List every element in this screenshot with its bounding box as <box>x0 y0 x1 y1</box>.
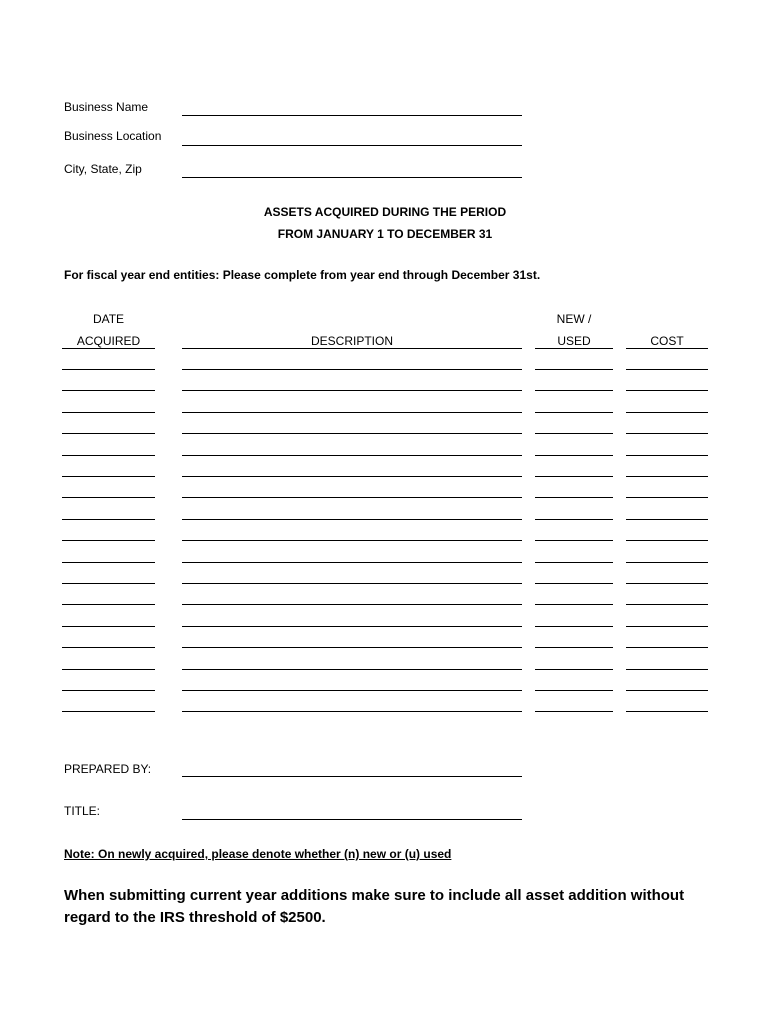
new-used-field[interactable] <box>535 476 613 477</box>
business-location-label: Business Location <box>64 129 162 143</box>
title-field[interactable] <box>182 819 522 820</box>
new-used-field[interactable] <box>535 390 613 391</box>
new-used-field[interactable] <box>535 519 613 520</box>
new-used-field[interactable] <box>535 562 613 563</box>
col-date-header-line1: DATE <box>92 312 125 326</box>
date-acquired-field[interactable] <box>62 690 155 691</box>
date-acquired-field[interactable] <box>62 626 155 627</box>
new-used-field[interactable] <box>535 711 613 712</box>
cost-field[interactable] <box>626 583 708 584</box>
business-location-field[interactable] <box>182 145 522 146</box>
cost-field[interactable] <box>626 669 708 670</box>
date-acquired-field[interactable] <box>62 583 155 584</box>
date-acquired-field[interactable] <box>62 433 155 434</box>
cost-field[interactable] <box>626 711 708 712</box>
description-field[interactable] <box>182 412 522 413</box>
irs-threshold-notice: When submitting current year additions make sure to include all asset addition without regard to the IRS threshold of $2500. <box>64 887 685 926</box>
description-field[interactable] <box>182 562 522 563</box>
cost-field[interactable] <box>626 626 708 627</box>
description-field[interactable] <box>182 369 522 370</box>
cost-field[interactable] <box>626 412 708 413</box>
new-used-field[interactable] <box>535 369 613 370</box>
description-field[interactable] <box>182 711 522 712</box>
cost-field[interactable] <box>626 390 708 391</box>
prepared-by-field[interactable] <box>182 776 522 777</box>
date-acquired-field[interactable] <box>62 369 155 370</box>
new-used-field[interactable] <box>535 583 613 584</box>
col-description-header: DESCRIPTION <box>310 334 393 348</box>
description-field[interactable] <box>182 647 522 648</box>
description-field[interactable] <box>182 455 522 456</box>
new-used-field[interactable] <box>535 669 613 670</box>
cost-field[interactable] <box>626 433 708 434</box>
cost-field[interactable] <box>626 369 708 370</box>
cost-field[interactable] <box>626 497 708 498</box>
description-field[interactable] <box>182 669 522 670</box>
col-description-header-underline <box>182 348 522 349</box>
description-field[interactable] <box>182 690 522 691</box>
business-name-field[interactable] <box>182 115 522 116</box>
date-acquired-field[interactable] <box>62 562 155 563</box>
description-field[interactable] <box>182 604 522 605</box>
col-date-header-underline <box>62 348 155 349</box>
new-used-field[interactable] <box>535 604 613 605</box>
col-cost-header-underline <box>626 348 708 349</box>
new-used-field[interactable] <box>535 455 613 456</box>
cost-field[interactable] <box>626 604 708 605</box>
new-used-field[interactable] <box>535 433 613 434</box>
col-cost-header: COST <box>650 334 684 348</box>
col-newused-header-line2: USED <box>557 334 591 348</box>
date-acquired-field[interactable] <box>62 647 155 648</box>
cost-field[interactable] <box>626 476 708 477</box>
col-date-header-line2: ACQUIRED <box>76 334 141 348</box>
description-field[interactable] <box>182 583 522 584</box>
new-used-field[interactable] <box>535 626 613 627</box>
form-title-line1: ASSETS ACQUIRED DURING THE PERIOD <box>263 205 507 219</box>
description-field[interactable] <box>182 433 522 434</box>
date-acquired-field[interactable] <box>62 540 155 541</box>
description-field[interactable] <box>182 519 522 520</box>
new-used-field[interactable] <box>535 497 613 498</box>
date-acquired-field[interactable] <box>62 497 155 498</box>
date-acquired-field[interactable] <box>62 669 155 670</box>
cost-field[interactable] <box>626 455 708 456</box>
col-newused-header-line1: NEW / <box>556 312 592 326</box>
new-used-field[interactable] <box>535 690 613 691</box>
date-acquired-field[interactable] <box>62 604 155 605</box>
fiscal-year-note: For fiscal year end entities: Please complete from year end through December 31st. <box>64 268 541 282</box>
cost-field[interactable] <box>626 647 708 648</box>
new-used-field[interactable] <box>535 647 613 648</box>
description-field[interactable] <box>182 540 522 541</box>
title-label: TITLE: <box>64 804 101 818</box>
city-state-zip-field[interactable] <box>182 177 522 178</box>
cost-field[interactable] <box>626 690 708 691</box>
date-acquired-field[interactable] <box>62 711 155 712</box>
new-used-field[interactable] <box>535 540 613 541</box>
cost-field[interactable] <box>626 540 708 541</box>
date-acquired-field[interactable] <box>62 412 155 413</box>
date-acquired-field[interactable] <box>62 455 155 456</box>
date-acquired-field[interactable] <box>62 390 155 391</box>
form-title-line2: FROM JANUARY 1 TO DECEMBER 31 <box>277 227 493 241</box>
date-acquired-field[interactable] <box>62 519 155 520</box>
prepared-by-label: PREPARED BY: <box>64 762 152 776</box>
new-used-field[interactable] <box>535 412 613 413</box>
business-name-label: Business Name <box>64 100 149 114</box>
description-field[interactable] <box>182 390 522 391</box>
city-state-zip-label: City, State, Zip <box>64 162 142 176</box>
date-acquired-field[interactable] <box>62 476 155 477</box>
cost-field[interactable] <box>626 562 708 563</box>
new-used-note: Note: On newly acquired, please denote whether (n) new or (u) used <box>64 847 452 861</box>
cost-field[interactable] <box>626 519 708 520</box>
description-field[interactable] <box>182 476 522 477</box>
description-field[interactable] <box>182 626 522 627</box>
description-field[interactable] <box>182 497 522 498</box>
col-newused-header-underline <box>535 348 613 349</box>
